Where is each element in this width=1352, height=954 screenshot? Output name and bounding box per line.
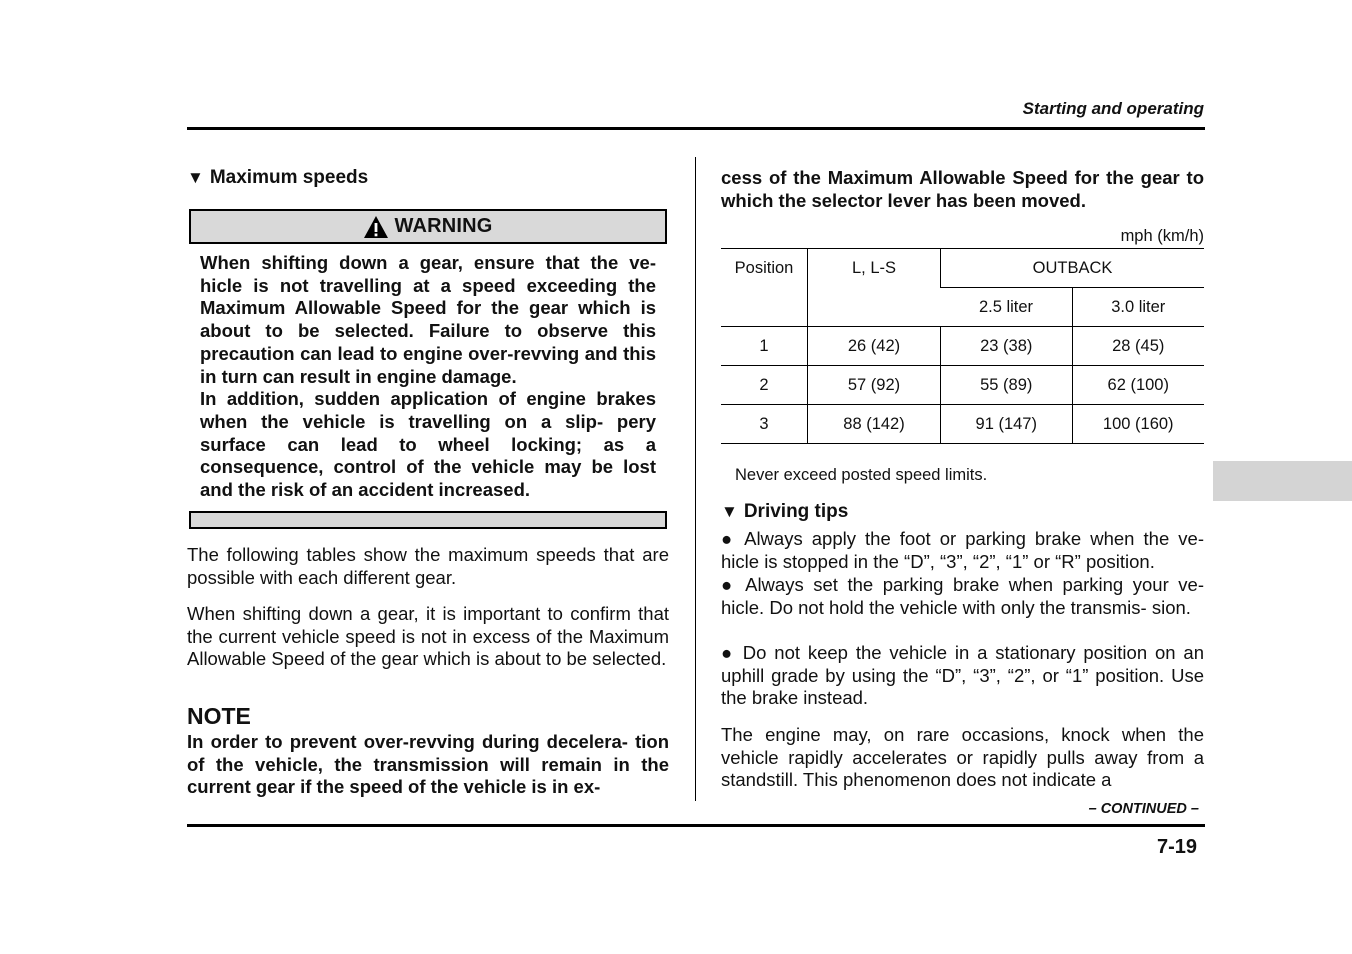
cell-l-ls: 88 (142) bbox=[808, 405, 941, 444]
cell-3-0-liter: 100 (160) bbox=[1072, 405, 1204, 444]
units-label: mph (km/h) bbox=[1120, 227, 1204, 245]
speed-limit-note: Never exceed posted speed limits. bbox=[735, 466, 988, 484]
bullet-icon: ● bbox=[721, 574, 746, 595]
column-divider bbox=[695, 157, 696, 801]
cell-l-ls: 57 (92) bbox=[808, 366, 941, 405]
warning-triangle-icon bbox=[363, 215, 389, 239]
driving-tips-heading bbox=[721, 501, 1204, 523]
engine-knock-paragraph: The engine may, on rare occasions, knock when the vehicle rapidly accelerates or rapidly pulls away from a standstill. This phenomenon does not indicate a bbox=[721, 724, 1204, 791]
driving-tip-1-text: Always apply the foot or parking brake when the ve- hicle is stopped in the “D”, “3”, “2”, “1” or “R” position. bbox=[721, 528, 1204, 572]
cell-position: 1 bbox=[721, 327, 808, 366]
header-3-0-liter: 3.0 liter bbox=[1072, 288, 1204, 327]
header-position: Position bbox=[721, 249, 808, 327]
cell-position: 2 bbox=[721, 366, 808, 405]
maximum-speeds-heading bbox=[187, 167, 669, 189]
downshift-paragraph: When shifting down a gear, it is important to confirm that the current vehicle speed is not in excess of the Maximum Allowable Speed of the gear which is about to be selected. bbox=[187, 603, 669, 670]
warning-text bbox=[200, 252, 656, 502]
header-rule bbox=[187, 127, 1205, 130]
header-l-ls: L, L-S bbox=[808, 249, 941, 327]
note-text: In order to prevent over-revving during decelera- tion of the vehicle, the transmission will remain in the current gear if the speed of the vehicle is in ex- bbox=[187, 731, 669, 798]
warning-paragraph-2: In addition, sudden application of engine brakes when the vehicle is travelling on a slip- pery surface can lead to wheel locking; as a consequence, control of the vehicle may be lost and the risk of an accident increased. bbox=[200, 388, 656, 501]
driving-tip-3-text: Do not keep the vehicle in a stationary position on an uphill grade by using the “D”, “3”, “2”, or “1” position. Use the brake instead. bbox=[721, 642, 1204, 709]
chapter-tab bbox=[1213, 461, 1352, 501]
warning-banner bbox=[189, 209, 667, 244]
note-continuation: cess of the Maximum Allowable Speed for the gear to which the selector lever has been moved. bbox=[721, 167, 1204, 211]
warning-paragraph-1: When shifting down a gear, ensure that the ve- hicle is not travelling at a speed exceeding the Maximum Allowable Speed for the gear which is about to be selected. Failure to observe this precaution can lead to engine over-revving and this in turn can result in engine damage. bbox=[200, 252, 656, 387]
driving-tip-1 bbox=[721, 528, 1204, 573]
cell-position: 3 bbox=[721, 405, 808, 444]
cell-l-ls: 26 (42) bbox=[808, 327, 941, 366]
table-row bbox=[721, 327, 1204, 366]
footer-rule bbox=[187, 824, 1205, 827]
tables-intro-paragraph: The following tables show the maximum speeds that are possible with each different gear. bbox=[187, 544, 669, 588]
driving-tips-heading-text: Driving tips bbox=[743, 501, 849, 522]
cell-2-5-liter: 55 (89) bbox=[941, 366, 1073, 405]
table-row bbox=[721, 405, 1204, 444]
header-outback: OUTBACK bbox=[941, 249, 1205, 288]
driving-tip-2-text: Always set the parking brake when parking your ve- hicle. Do not hold the vehicle with only the transmis- sion. bbox=[721, 574, 1204, 618]
section-marker-icon: ▼ bbox=[187, 168, 204, 187]
maximum-speeds-heading-text: Maximum speeds bbox=[209, 167, 369, 188]
driving-tip-3 bbox=[721, 642, 1204, 710]
section-title: Starting and operating bbox=[1022, 99, 1204, 118]
continued-label: – CONTINUED – bbox=[1088, 801, 1199, 817]
max-speed-table bbox=[721, 248, 1204, 444]
bullet-icon: ● bbox=[721, 528, 745, 549]
cell-3-0-liter: 62 (100) bbox=[1072, 366, 1204, 405]
table-header-row bbox=[721, 249, 1204, 288]
table-row bbox=[721, 366, 1204, 405]
cell-2-5-liter: 23 (38) bbox=[941, 327, 1073, 366]
header-2-5-liter: 2.5 liter bbox=[941, 288, 1073, 327]
driving-tip-2 bbox=[721, 574, 1204, 619]
cell-2-5-liter: 91 (147) bbox=[941, 405, 1073, 444]
section-marker-icon: ▼ bbox=[721, 502, 738, 521]
bullet-icon: ● bbox=[721, 642, 743, 663]
warning-label: WARNING bbox=[394, 215, 493, 237]
warning-end-bar bbox=[189, 511, 667, 529]
page-number: 7-19 bbox=[1156, 836, 1197, 858]
cell-3-0-liter: 28 (45) bbox=[1072, 327, 1204, 366]
note-title: NOTE bbox=[187, 703, 251, 729]
